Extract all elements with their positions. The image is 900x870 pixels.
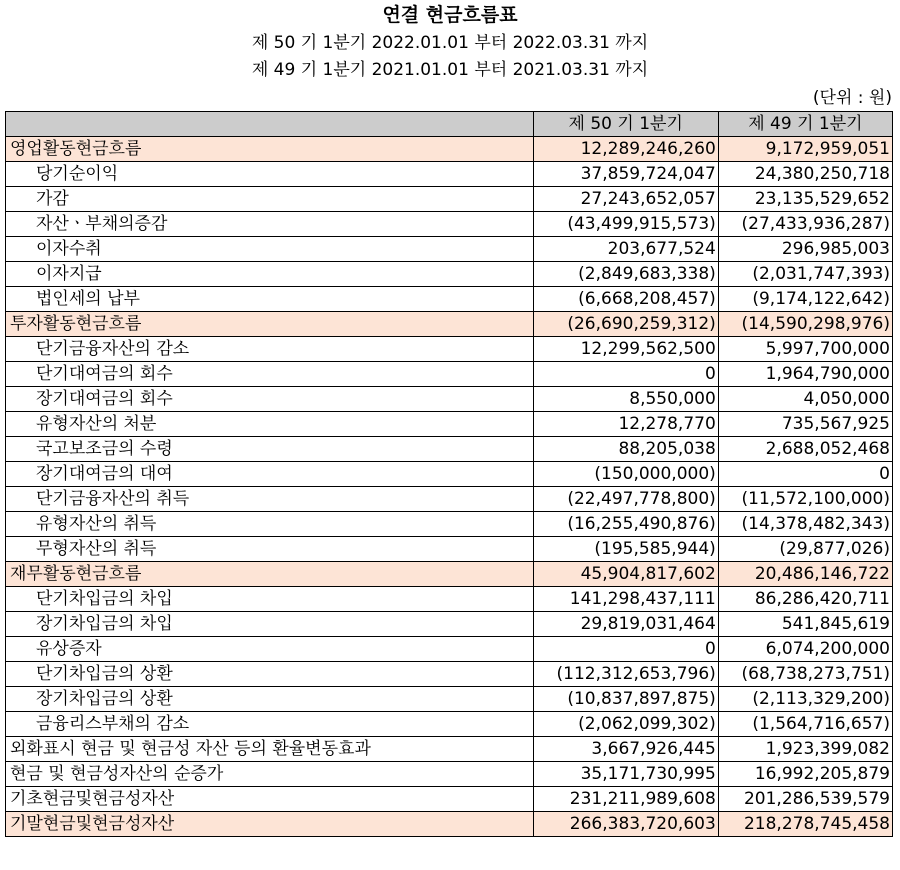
prior-period-value: 541,845,619 — [718, 612, 892, 637]
table-row — [6, 462, 893, 487]
prior-period-value: 86,286,420,711 — [718, 587, 892, 612]
prior-period-value: 0 — [718, 462, 892, 487]
table-row — [6, 637, 893, 662]
row-label: 외화표시 현금 및 현금성 자산 등의 환율변동효과 — [6, 737, 534, 762]
table-row — [6, 687, 893, 712]
current-period-value: 203,677,524 — [533, 237, 718, 262]
row-label: 단기차입금의 상환 — [6, 662, 534, 687]
header-prior-period: 제 49 기 1분기 — [718, 112, 892, 137]
table-row — [6, 387, 893, 412]
current-period-value: 266,383,720,603 — [533, 812, 718, 837]
prior-period-value: 4,050,000 — [718, 387, 892, 412]
current-period-value: 231,211,989,608 — [533, 787, 718, 812]
prior-period-value: 16,992,205,879 — [718, 762, 892, 787]
prior-period-value: 24,380,250,718 — [718, 162, 892, 187]
prior-period-value: 9,172,959,051 — [718, 137, 892, 162]
row-label: 기초현금및현금성자산 — [6, 787, 534, 812]
table-row — [6, 312, 893, 337]
current-period-value: (195,585,944) — [533, 537, 718, 562]
table-row — [6, 162, 893, 187]
prior-period-value: 2,688,052,468 — [718, 437, 892, 462]
statement-title: 연결 현금흐름표 — [382, 4, 518, 26]
prior-period-value: 296,985,003 — [718, 237, 892, 262]
current-period-value: (150,000,000) — [533, 462, 718, 487]
current-period-value: (6,668,208,457) — [533, 287, 718, 312]
current-period-value: 12,289,246,260 — [533, 137, 718, 162]
current-period-value: 141,298,437,111 — [533, 587, 718, 612]
row-label: 단기금융자산의 감소 — [6, 337, 534, 362]
current-period-value: 88,205,038 — [533, 437, 718, 462]
table-row — [6, 437, 893, 462]
table-body — [6, 137, 893, 837]
header-row — [6, 112, 893, 137]
row-label: 영업활동현금흐름 — [6, 137, 534, 162]
current-period-value: 29,819,031,464 — [533, 612, 718, 637]
prior-period-value: (14,590,298,976) — [718, 312, 892, 337]
current-period-value: 0 — [533, 637, 718, 662]
table-row — [6, 587, 893, 612]
prior-period-value: (1,564,716,657) — [718, 712, 892, 737]
row-label: 장기대여금의 대여 — [6, 462, 534, 487]
table-row — [6, 137, 893, 162]
current-period-value: (2,062,099,302) — [533, 712, 718, 737]
current-period-value: (10,837,897,875) — [533, 687, 718, 712]
header-current-period: 제 50 기 1분기 — [533, 112, 718, 137]
row-label: 단기대여금의 회수 — [6, 362, 534, 387]
row-label: 유형자산의 취득 — [6, 512, 534, 537]
current-period-value: 37,859,724,047 — [533, 162, 718, 187]
current-period-value: 45,904,817,602 — [533, 562, 718, 587]
prior-period-value: 201,286,539,579 — [718, 787, 892, 812]
table-row — [6, 712, 893, 737]
current-period-value: (22,497,778,800) — [533, 487, 718, 512]
prior-period-value: 1,964,790,000 — [718, 362, 892, 387]
table-row — [6, 412, 893, 437]
table-row — [6, 812, 893, 837]
current-period-value: 27,243,652,057 — [533, 187, 718, 212]
table-row — [6, 662, 893, 687]
row-label: 투자활동현금흐름 — [6, 312, 534, 337]
current-period-value: 12,278,770 — [533, 412, 718, 437]
row-label: 기말현금및현금성자산 — [6, 812, 534, 837]
prior-period-value: 6,074,200,000 — [718, 637, 892, 662]
current-period-value: 35,171,730,995 — [533, 762, 718, 787]
table-row — [6, 537, 893, 562]
current-period-value: 3,667,926,445 — [533, 737, 718, 762]
prior-period-value: 5,997,700,000 — [718, 337, 892, 362]
current-period-value: (26,690,259,312) — [533, 312, 718, 337]
table-row — [6, 287, 893, 312]
table-row — [6, 362, 893, 387]
row-label: 장기차입금의 차입 — [6, 612, 534, 637]
table-row — [6, 762, 893, 787]
table-row — [6, 612, 893, 637]
row-label: 당기순이익 — [6, 162, 534, 187]
current-period: 제 50 기 1분기 2022.01.01 부터 2022.03.31 까지 — [251, 33, 649, 53]
prior-period: 제 49 기 1분기 2021.01.01 부터 2021.03.31 까지 — [251, 60, 649, 80]
table-row — [6, 737, 893, 762]
row-label: 단기금융자산의 취득 — [6, 487, 534, 512]
prior-period-value: (27,433,936,287) — [718, 212, 892, 237]
prior-period-value: (11,572,100,000) — [718, 487, 892, 512]
current-period-value: 0 — [533, 362, 718, 387]
prior-period-value: 1,923,399,082 — [718, 737, 892, 762]
prior-period-value: (9,174,122,642) — [718, 287, 892, 312]
prior-period-value: 20,486,146,722 — [718, 562, 892, 587]
current-period-value: 12,299,562,500 — [533, 337, 718, 362]
prior-period-value: 218,278,745,458 — [718, 812, 892, 837]
prior-period-value: (2,113,329,200) — [718, 687, 892, 712]
row-label: 장기차입금의 상환 — [6, 687, 534, 712]
table-row — [6, 212, 893, 237]
table-row — [6, 487, 893, 512]
row-label: 무형자산의 취득 — [6, 537, 534, 562]
row-label: 금융리스부채의 감소 — [6, 712, 534, 737]
row-label: 자산ㆍ부채의증감 — [6, 212, 534, 237]
row-label: 국고보조금의 수령 — [6, 437, 534, 462]
header-blank — [6, 112, 534, 137]
row-label: 법인세의 납부 — [6, 287, 534, 312]
row-label: 단기차입금의 차입 — [6, 587, 534, 612]
row-label: 장기대여금의 회수 — [6, 387, 534, 412]
prior-period-value: (29,877,026) — [718, 537, 892, 562]
row-label: 유상증자 — [6, 637, 534, 662]
table-row — [6, 562, 893, 587]
prior-period-value: (68,738,273,751) — [718, 662, 892, 687]
row-label: 이자수취 — [6, 237, 534, 262]
prior-period-value: 735,567,925 — [718, 412, 892, 437]
table-row — [6, 337, 893, 362]
unit-label: (단위 : 원) — [812, 88, 892, 108]
prior-period-value: 23,135,529,652 — [718, 187, 892, 212]
table-row — [6, 512, 893, 537]
prior-period-value: (14,378,482,343) — [718, 512, 892, 537]
current-period-value: (2,849,683,338) — [533, 262, 718, 287]
cash-flow-table — [5, 111, 893, 837]
current-period-value: (16,255,490,876) — [533, 512, 718, 537]
row-label: 유형자산의 처분 — [6, 412, 534, 437]
table-row — [6, 787, 893, 812]
current-period-value: (43,499,915,573) — [533, 212, 718, 237]
table-row — [6, 237, 893, 262]
current-period-value: 8,550,000 — [533, 387, 718, 412]
row-label: 가감 — [6, 187, 534, 212]
row-label: 이자지급 — [6, 262, 534, 287]
prior-period-value: (2,031,747,393) — [718, 262, 892, 287]
row-label: 현금 및 현금성자산의 순증가 — [6, 762, 534, 787]
current-period-value: (112,312,653,796) — [533, 662, 718, 687]
table-row — [6, 187, 893, 212]
table-row — [6, 262, 893, 287]
row-label: 재무활동현금흐름 — [6, 562, 534, 587]
